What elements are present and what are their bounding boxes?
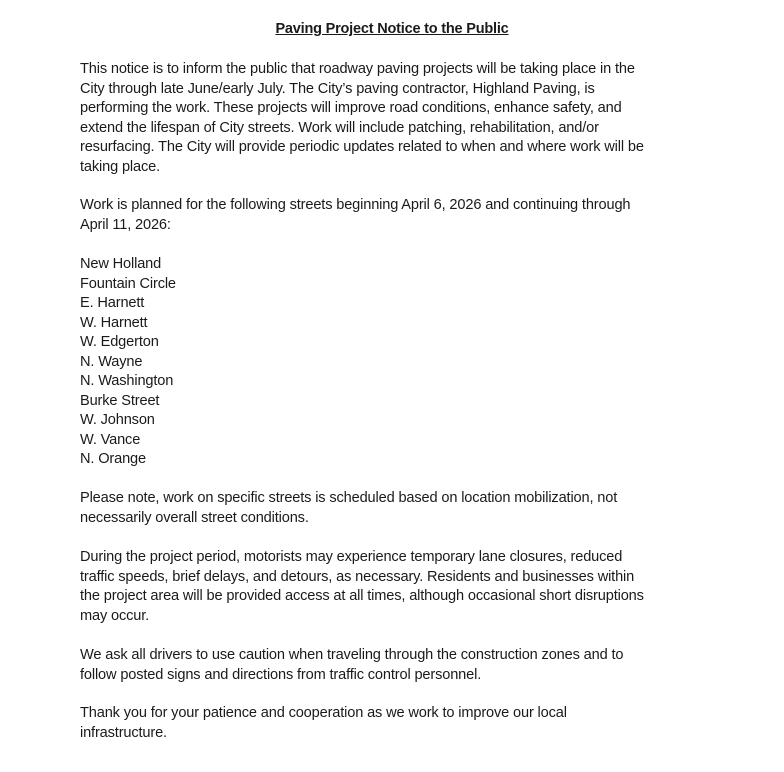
street-item: N. Washington <box>80 373 174 389</box>
street-item: N. Wayne <box>80 353 143 370</box>
text-line: the project area will be provided access at all times, although occasional short disruptions <box>80 588 644 604</box>
street-item: W. Johnson <box>80 412 155 428</box>
street-item: Fountain Circle <box>80 275 176 292</box>
street-item: E. Harnett <box>80 295 145 311</box>
text-line: Thank you for your patience and cooperation as we work to improve our local <box>80 705 567 721</box>
text-line: extend the lifespan of City streets. Work will include patching, rehabilitation, and/or <box>80 119 599 136</box>
text-line: infrastructure. <box>80 724 167 741</box>
text-line: This notice is to inform the public that roadway paving projects will be taking place in the <box>80 61 635 77</box>
text-line: April 11, 2026: <box>80 216 171 233</box>
impact-paragraph <box>80 548 740 626</box>
notice-title: Paving Project Notice to the Public <box>275 21 509 37</box>
text-line: follow posted signs and directions from traffic control personnel. <box>80 666 482 683</box>
street-item: Burke Street <box>80 392 160 409</box>
street-list <box>80 255 740 470</box>
text-line: resurfacing. The City will provide periodic updates related to when and where work will be <box>80 139 644 155</box>
text-line: taking place. <box>80 158 160 175</box>
text-line: performing the work. These projects will improve road conditions, enhance safety, and <box>80 100 622 116</box>
text-line: We ask all drivers to use caution when traveling through the construction zones and to <box>80 647 624 663</box>
text-line: necessarily overall street conditions. <box>80 509 309 526</box>
street-item: W. Edgerton <box>80 334 159 350</box>
thanks-paragraph <box>80 704 740 743</box>
schedule-paragraph <box>80 196 740 235</box>
street-item: N. Orange <box>80 451 146 467</box>
text-line: City through late June/early July. The City’s paving contractor, Highland Paving, is <box>80 80 595 97</box>
text-line: traffic speeds, brief delays, and detours, as necessary. Residents and businesses within <box>80 568 635 585</box>
caution-paragraph <box>80 646 740 685</box>
text-line: Work is planned for the following streets beginning April 6, 2026 and continuing through <box>80 197 631 213</box>
street-item: W. Vance <box>80 431 141 448</box>
intro-paragraph <box>80 60 740 177</box>
text-line: Please note, work on specific streets is scheduled based on location mobilization, not <box>80 490 618 506</box>
street-item: W. Harnett <box>80 314 148 331</box>
note-paragraph <box>80 489 740 528</box>
street-item: New Holland <box>80 256 162 272</box>
text-line: may occur. <box>80 607 150 624</box>
text-line: During the project period, motorists may experience temporary lane closures, reduced <box>80 549 623 565</box>
